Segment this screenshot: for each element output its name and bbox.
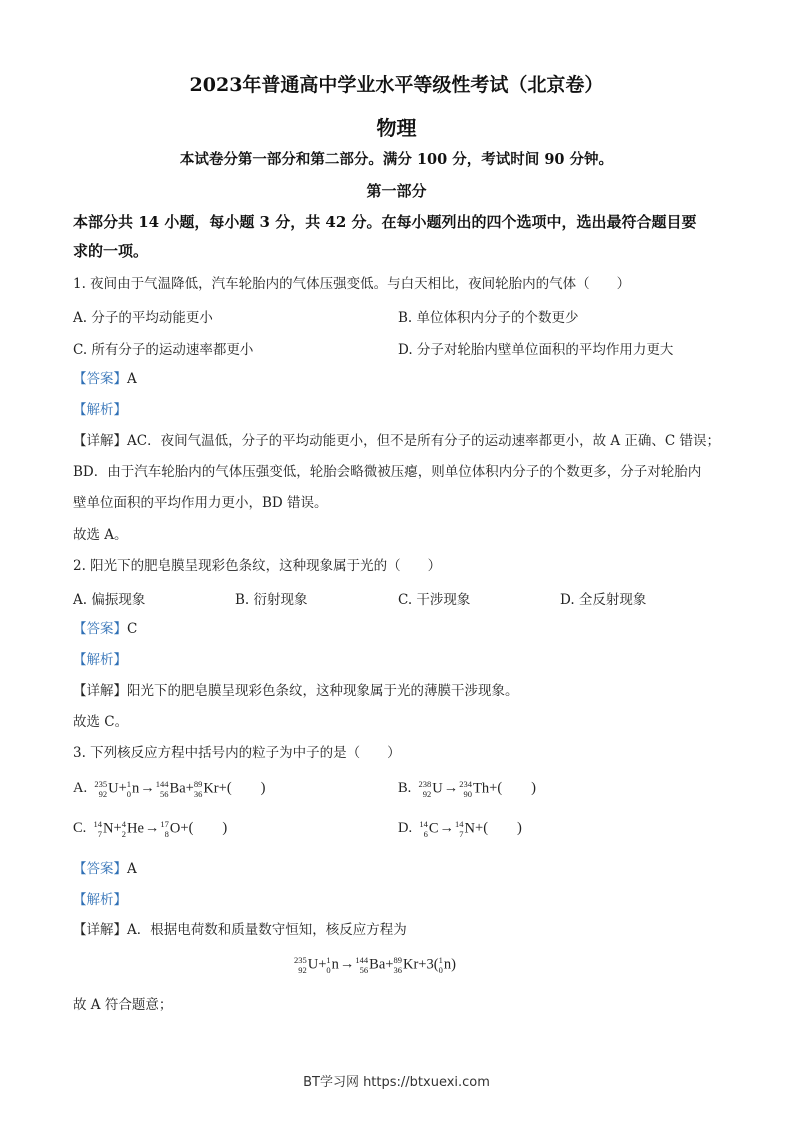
answer-value: A [127,861,137,877]
q2-option-d: D. 全反射现象 [560,592,647,608]
mass-number: 14 [93,818,103,829]
nuclide-u235 [294,955,318,975]
element-symbol: N [103,820,114,836]
q1-detail-line-3: 壁单位面积的平均作用力更小，BD 错误。 [73,495,328,511]
mass-number: 235 [94,778,108,789]
q1-conclusion: 故选 A。 [73,527,128,543]
nuclide-neutron [439,955,452,975]
nuclide-u235 [94,779,118,799]
answer-value: C [127,621,138,637]
mass-number: 4 [121,818,126,829]
q3-option-b: B. 238 92 U→ 234 90 Th+( ) [398,778,536,799]
atomic-number: 56 [160,788,169,799]
q2-analysis-tag: 【解析】 [73,652,127,668]
q2-option-a: A. 偏振现象 [73,592,146,608]
element-symbol: O [169,820,181,836]
q3-analysis-tag: 【解析】 [73,892,127,908]
atomic-number: 8 [164,828,169,839]
mass-number: 89 [393,955,402,965]
q3-option-c: C. 14 7 N+ 4 2 He→ 17 8 O+( ) [73,818,228,839]
q1-detail-line-1: 【详解】AC．夜间气温低，分子的平均动能更小，但不是所有分子的运动速率都更小，故 A 正确、C 错误； [73,433,721,449]
nuclide-kr89 [393,955,418,975]
nuclide-neutron [326,955,339,975]
part-heading: 第一部分 [366,182,427,200]
q1-option-a: A. 分子的平均动能更小 [73,310,213,326]
atomic-number: 2 [121,828,126,839]
atomic-number: 36 [393,965,402,975]
atomic-number: 92 [422,788,432,799]
mass-number: 17 [160,818,169,829]
mass-number: 234 [459,778,473,789]
element-symbol: U [307,956,319,973]
answer-tag: 【答案】 [73,621,127,637]
q3-option-a: A. 235 92 U+ 1 0 n→ 144 56 Ba+ 89 36 Kr+( ) [73,778,266,799]
atomic-number: 92 [298,965,307,975]
q3-stem: 3. 下列核反应方程中括号内的粒子为中子的是（ ） [73,745,401,761]
element-symbol: Ba [169,780,186,796]
atomic-number: 0 [438,965,443,975]
nuclide-n14 [455,819,475,839]
element-symbol: C [428,820,439,836]
atomic-number: 6 [423,828,428,839]
exam-intro: 本试卷分第一部分和第二部分。满分 100 分，考试时间 90 分钟。 [179,151,614,168]
atomic-number: 7 [97,828,103,839]
nuclide-u238 [419,779,443,799]
nuclide-n14 [94,819,114,839]
mass-number: 144 [355,955,369,965]
q3-detail-line-1: 【详解】A．根据电荷数和质量数守恒知，核反应方程为 [73,922,407,938]
q2-option-b: B. 衍射现象 [235,592,308,608]
element-symbol: n [132,780,140,796]
mass-number: 1 [126,778,132,789]
atomic-number: 0 [326,965,331,975]
q2-detail-line-1: 【详解】阳光下的肥皂膜呈现彩色条纹，这种现象属于光的薄膜干涉现象。 [73,683,519,699]
q1-option-c: C. 所有分子的运动速率都更小 [73,342,254,358]
instructions-line-1: 本部分共 14 小题，每小题 3 分，共 42 分。在每小题列出的四个选项中，选出最符合题目要 [73,213,697,231]
q3-option-d: D. 14 6 C→ 14 7 N+( ) [398,818,522,839]
mass-number: 1 [438,955,443,965]
element-symbol: Ba [369,956,386,973]
atomic-number: 90 [463,788,473,799]
answer-tag: 【答案】 [73,371,127,387]
q1-analysis-tag: 【解析】 [73,402,127,418]
q1-stem: 1. 夜间由于气温降低，汽车轮胎内的气体压强变低。与白天相比，夜间轮胎内的气体（ ） [73,276,631,292]
footer-watermark: BT学习网 https://btxuexi.com [303,1075,490,1090]
mass-number: 144 [155,778,169,789]
atomic-number: 56 [359,965,369,975]
exam-title: 2023年普通高中学业水平等级性考试（北京卷） [189,74,604,96]
element-symbol: Kr [402,956,419,973]
q1-option-b: B. 单位体积内分子的个数更少 [398,310,579,326]
nuclide-kr89 [194,779,219,799]
q2-option-c: C. 干涉现象 [398,592,471,608]
q3-reaction-equation: 235 92 U+ 1 0 n→ 144 56 Ba+ 89 36 Kr+3( 1 0 n) [294,955,456,975]
atomic-number: 0 [126,788,132,799]
element-symbol: n [331,956,339,973]
element-symbol: Kr [203,780,219,796]
q2-conclusion: 故选 C。 [73,714,129,730]
atomic-number: 36 [193,788,203,799]
mass-number: 238 [418,778,432,789]
q3-conclusion: 故 A 符合题意； [73,997,173,1013]
q1-option-d: D. 分子对轮胎内壁单位面积的平均作用力更大 [398,342,674,358]
element-symbol: U [108,780,119,796]
element-symbol: Th [473,780,490,796]
mass-number: 14 [455,818,464,829]
element-symbol: He [126,820,144,836]
mass-number: 1 [326,955,331,965]
element-symbol: N [464,820,476,836]
mass-number: 14 [419,818,428,829]
atomic-number: 7 [459,828,464,839]
q2-answer [73,619,137,639]
nuclide-ba144 [156,779,186,799]
nuclide-ba144 [355,955,385,975]
mass-number: 235 [294,955,307,965]
q3-answer [73,859,137,879]
q2-stem: 2. 阳光下的肥皂膜呈现彩色条纹，这种现象属于光的（ ） [73,558,442,574]
nuclide-th234 [459,779,489,799]
element-symbol: n [443,956,452,973]
nuclide-o17 [160,819,180,839]
atomic-number: 92 [98,788,108,799]
element-symbol: U [432,780,443,796]
mass-number: 89 [193,778,203,789]
nuclide-c14 [419,819,438,839]
answer-value: A [127,371,137,387]
nuclide-neutron [127,779,140,799]
nuclide-he4 [122,819,144,839]
q1-detail-line-2: BD．由于汽车轮胎内的气体压强变低，轮胎会略微被压瘪，则单位体积内分子的个数更多，分子对轮胎内 [73,464,702,480]
answer-tag: 【答案】 [73,861,127,877]
instructions-line-2: 求的一项。 [73,242,149,260]
subject-title: 物理 [376,116,417,140]
q1-answer [73,369,137,389]
